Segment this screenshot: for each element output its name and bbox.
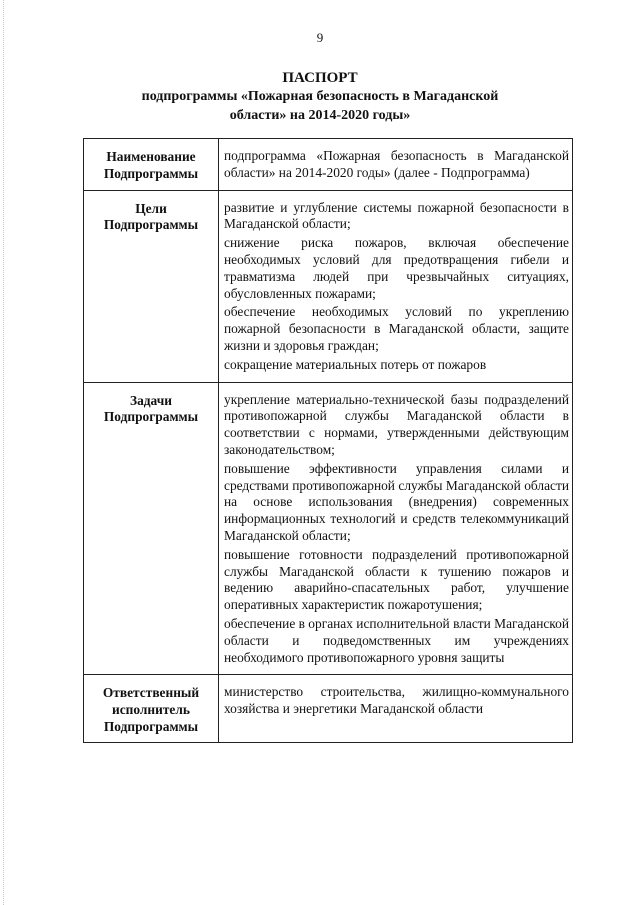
content-paragraph: снижение риска пожаров, включая обеспечение необходимых условий для предотвращения гибели и травматизма людей при чрезвычайных ситуациях, обусловленных пожарами;	[224, 235, 569, 301]
content-paragraph: повышение готовности подразделений противопожарной службы Магаданской области к тушению пожаров и ведению аварийно-спасательных работ, улучшение оперативных характеристик пожаротушения;	[224, 546, 569, 613]
row-content	[219, 382, 573, 675]
document-title	[0, 69, 640, 125]
content-paragraph: повышение эффективности управления силами и средствами противопожарной службы Магаданской области на основе использования (внедрения) современных информационных технологий и средств телекоммуникаций Магаданской области;	[224, 460, 569, 543]
row-label: Ответственный исполнитель Подпрограммы	[84, 675, 219, 742]
row-label: Наименование Подпрограммы	[84, 139, 219, 191]
table-row-tasks	[84, 382, 573, 675]
row-label: Задачи Подпрограммы	[84, 382, 219, 675]
page-number: 9	[316, 30, 324, 45]
title-sub-line-2: области» на 2014-2020 годы»	[229, 108, 411, 123]
content-paragraph: укрепление материально-технической базы подразделений противопожарной службы Магаданской области в соответствии с нормами, утвержденными действующим законодательством;	[224, 391, 569, 457]
content-paragraph: развитие и углубление системы пожарной безопасности в Магаданской области;	[224, 199, 569, 232]
passport-table	[83, 138, 573, 743]
content-paragraph: сокращение материальных потерь от пожаров	[224, 356, 487, 372]
content-paragraph: обеспечение в органах исполнительной власти Магаданской области и подведомственных им учреждениях необходимого противопожарного уровня защиты	[224, 615, 569, 665]
table-row-responsible	[84, 675, 573, 742]
row-label: Цели Подпрограммы	[84, 190, 219, 382]
content-paragraph: министерство строительства, жилищно-коммунального хозяйства и энергетики Магаданской области	[224, 684, 569, 717]
row-content	[219, 139, 573, 191]
row-content	[219, 675, 573, 742]
row-content	[219, 190, 573, 382]
content-paragraph: подпрограмма «Пожарная безопасность в Магаданской области» на 2014-2020 годы» (далее - Подпрограмма)	[224, 148, 569, 180]
scan-edge-marks	[3, 0, 6, 905]
title-sub-line-1: подпрограммы «Пожарная безопасность в Магаданской	[141, 89, 499, 104]
title-main: ПАСПОРТ	[282, 70, 358, 86]
table-row-goals	[84, 190, 573, 382]
content-paragraph: обеспечение необходимых условий по укреплению пожарной безопасности в Магаданской области, защите жизни и здоровья граждан;	[224, 304, 569, 353]
table-row-name	[84, 139, 573, 191]
